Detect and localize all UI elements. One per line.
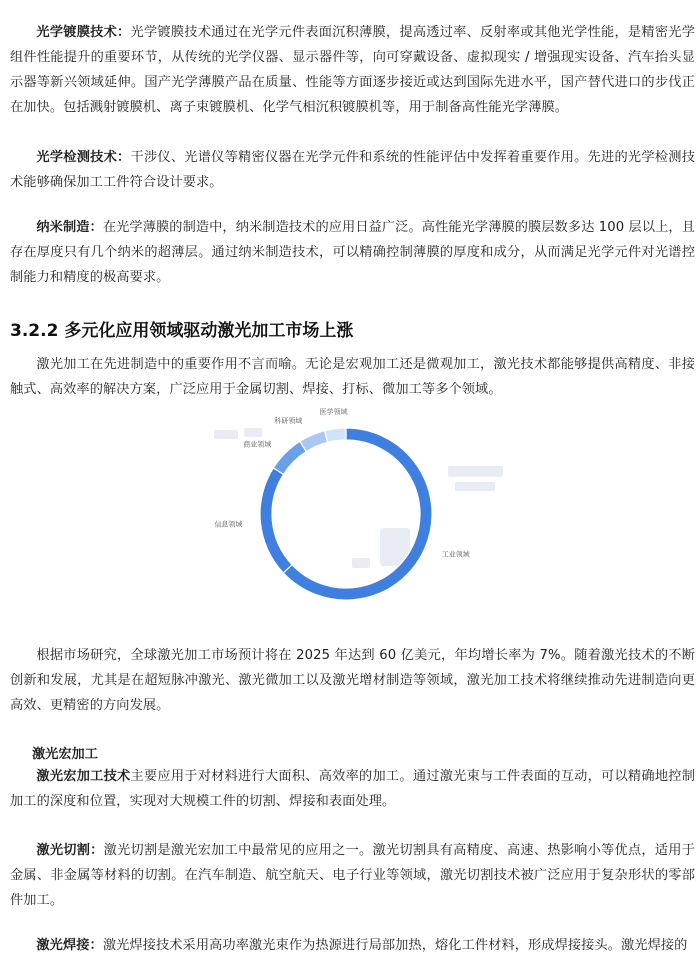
term-optical-coating: 光学镀膜技术： (36, 25, 131, 40)
donut-slice-2 (260, 468, 292, 573)
donut-slice-5 (325, 428, 346, 442)
watermark (214, 428, 503, 568)
term-laser-cutting: 激光切割： (36, 843, 104, 858)
section-heading: 3.2.2 多元化应用领域驱动激光加工市场上涨 (10, 321, 354, 341)
text-laser-intro: 激光加工在先进制造中的重要作用不言而喻。无论是宏观加工还是微观加工，激光技术都能够提供高精度、非接触式、高效率的解决方案，广泛应用于金属切割、焊接、打标、微加工等多个领域。 (10, 357, 695, 397)
paragraph-optical-inspection (10, 145, 695, 195)
donut-chart-svg (200, 408, 535, 613)
paragraph-macro-processing (10, 764, 695, 814)
paragraph-optical-coating (10, 20, 695, 120)
text-optical-inspection: 干涉仪、光谱仪等精密仪器在光学元件和系统的性能评估中发挥着重要作用。先进的光学检测技术能够确保加工工件符合设计要求。 (10, 150, 695, 190)
paragraph-market-research (10, 643, 695, 718)
paragraph-laser-cutting (10, 838, 695, 913)
text-nano-manufacturing: 在光学薄膜的制造中，纳米制造技术的应用日益广泛。高性能光学薄膜的膜层数多达 100 层以上，且存在厚度只有几个纳米的超薄层。通过纳米制造技术，可以精确控制薄膜的厚度和成分，从而满足光学元件对光谱控制能力和精度的极高要求。 (10, 220, 695, 285)
text-laser-cutting: 激光切割是激光宏加工中最常见的应用之一。激光切割具有高精度、高速、热影响小等优点，适用于金属、非金属等材料的切割。在汽车制造、航空航天、电子行业等领域，激光切割技术被广泛应用于复杂形状的零部件加工。 (10, 843, 696, 908)
application-donut-chart (200, 408, 535, 613)
donut-slice-4 (300, 431, 328, 452)
donut-label-4: 科研领域 (274, 417, 303, 426)
donut-label-5: 医学领域 (319, 408, 348, 416)
paragraph-nano-manufacturing (10, 215, 695, 290)
term-optical-inspection: 光学检测技术： (36, 150, 131, 165)
text-macro-processing: 主要应用于对材料进行大面积、高效率的加工。通过激光束与工件表面的互动，可以精确地控制加工的深度和位置，实现对大规模工件的切割、焊接和表面处理。 (10, 769, 695, 809)
term-nano-manufacturing: 纳米制造： (36, 220, 103, 235)
paragraph-laser-intro (10, 352, 695, 402)
paragraph-laser-welding (10, 933, 695, 958)
donut-slices (260, 428, 432, 600)
donut-label-1: 工业领域 (441, 550, 470, 559)
donut-label-2: 信息领域 (214, 520, 243, 529)
donut-slice-3 (273, 441, 306, 474)
text-laser-welding: 激光焊接技术采用高功率激光束作为热源进行局部加热，熔化工件材料，形成焊接接头。激光焊接的 (102, 938, 688, 953)
term-laser-welding: 激光焊接： (36, 938, 103, 953)
donut-slice-1 (283, 428, 432, 600)
subheading-macro-processing: 激光宏加工 (32, 747, 98, 762)
text-optical-coating: 光学镀膜技术通过在光学元件表面沉积薄膜，提高透过率、反射率或其他光学性能，是精密光学组件性能提升的重要环节，从传统的光学仪器、显示器件等，向可穿戴设备、虚拟现实 / 增强现实设备、汽车抬头显示器等新兴领域延伸。国产光学薄膜产品在质量、性能等方面逐步接近或达到国际先进水平，国产替代进口的步伐正在加快。包括溅射镀膜机、离子束镀膜机、化学气相沉积镀膜机等，用于制备高性能光学薄膜。 (10, 25, 695, 115)
term-macro-processing: 激光宏加工技术 (36, 769, 131, 784)
donut-label-3: 商业领域 (243, 440, 272, 449)
text-market-research: 根据市场研究，全球激光加工市场预计将在 2025 年达到 60 亿美元，年均增长率为 7%。随着激光技术的不断创新和发展，尤其是在超短脉冲激光、激光微加工以及激光增材制造等领域，激光加工技术将继续推动先进制造向更高效、更精密的方向发展。 (10, 648, 695, 713)
